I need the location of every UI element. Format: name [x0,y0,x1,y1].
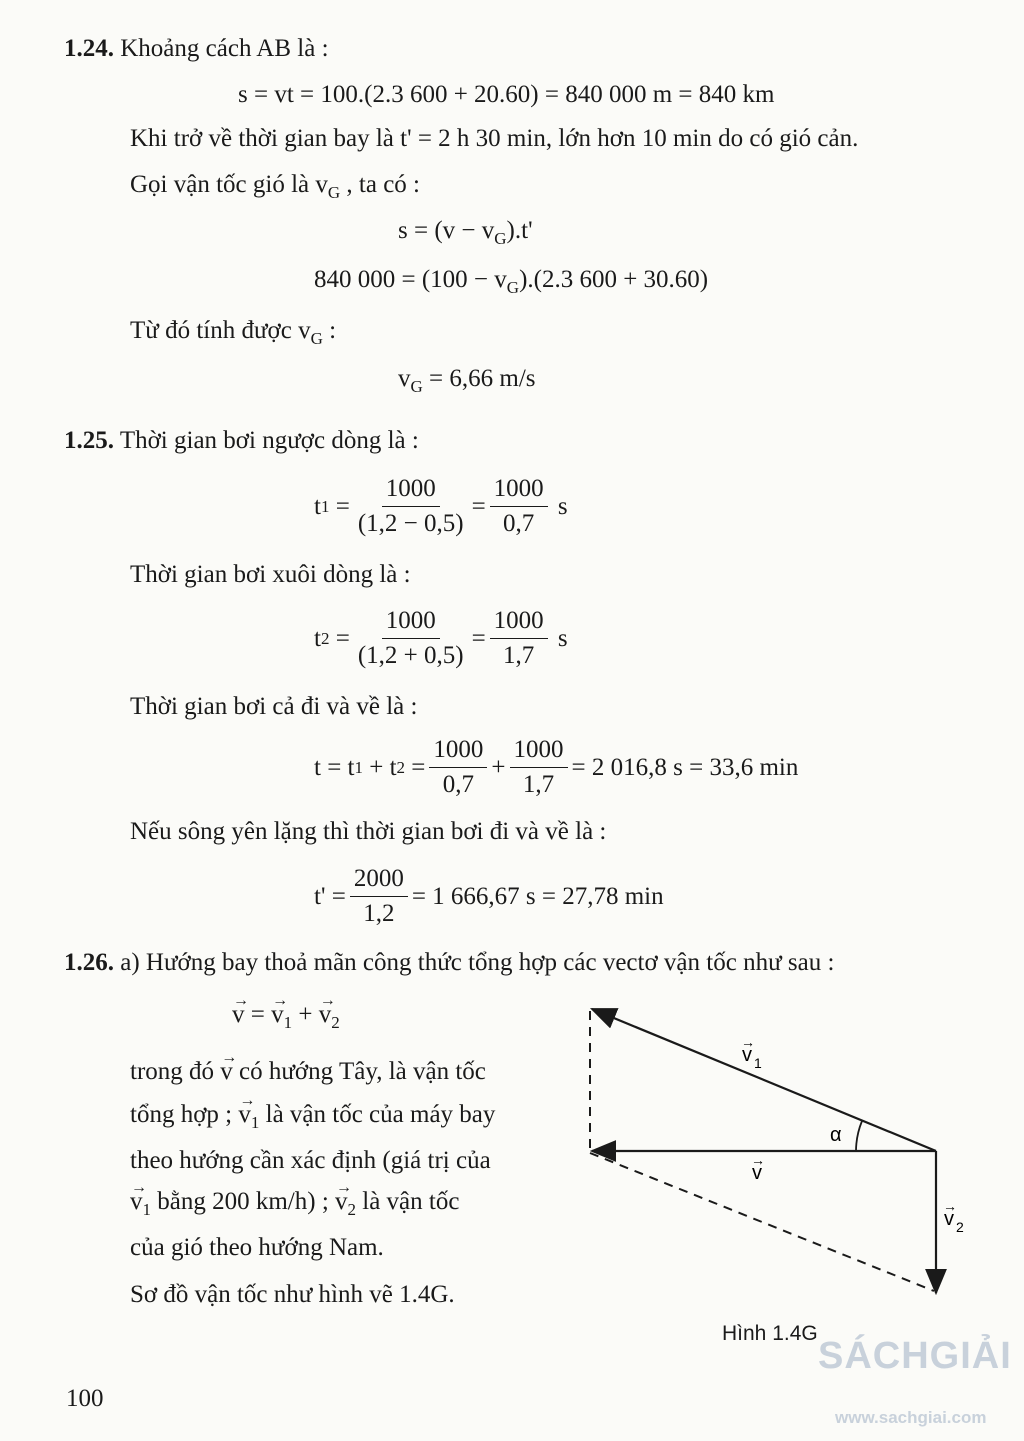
label-v2: v [944,1208,954,1230]
equation-s-vg: $s = (v - v_G).t'$ [398,217,533,248]
label-v-arrow: → [751,1152,765,1168]
angle-arc [856,1121,862,1151]
equation-t1: t 1 = $\frac{1000}{(1,2 - 0,5)}$ = $\frac{1000}{0,7}$ s [314,475,568,537]
vector-v1 [592,1009,936,1151]
problem-1-26-intro: 1.26. a) Hướng bay thoả mãn công thức tổng hợp các vectơ vận tốc như sau : [64,949,835,976]
paragraph-downstream: Thời gian bơi xuôi dòng là : [130,561,411,588]
paragraph-return-time: Khi trở về thời gian bay là t' = 2 h 30 min, lớn hơn 10 min do có gió cản. [130,125,859,152]
paragraph-line-2: tổng hợp ; → $v_1$ là vận tốc của máy bay [130,1100,495,1130]
paragraph-still-water: Nếu sông yên lặng thì thời gian bơi đi và về là : [130,818,607,845]
label-alpha: α [830,1124,842,1146]
fraction: $\frac{1000}{0,7}$ [429,735,487,800]
label-v2-sub: 2 [956,1219,964,1235]
fraction: $\frac{2000}{1,2}$ [350,864,408,929]
watermark-logo: SÁCHGIẢI [818,1335,1012,1377]
equation-t-total: t = t 1 + t 2 = $\frac{1000}{0,7}$ + $\frac{1000}{1,7}$ = 2 016,8 s = 33,6 min [314,736,799,798]
equation-vg-result: $v_G = 6,66$ m/s [398,365,536,396]
label-v1-arrow: → [741,1034,755,1050]
fraction: $\frac{1000}{(1,2 + 0,5)}$ [357,607,464,669]
equation-vector-sum: → v = → $v_1$ + → $v_2$ [232,1000,340,1030]
paragraph-compute-vg: Từ đó tính được $v_G$ : [130,317,337,348]
equation-840000: 840 $000 = (100 - v_G).(2.3$ 600 + 30.60) [314,266,709,297]
label-v1-sub: 1 [754,1055,762,1071]
equation-t2: t 2 = $\frac{1000}{(1,2 + 0,5)}$ = $\frac{1000}{1,7}$ s [314,607,568,669]
fraction: $\frac{1000}{1,7}$ [510,735,568,800]
label-v1: v [742,1044,752,1066]
paragraph-line-3: theo hướng cần xác định (giá trị của [130,1147,491,1174]
page-number: 100 [66,1385,104,1412]
dashed-line-diagonal [590,1153,934,1291]
fraction: $\frac{1000}{(1,2 - 0,5)}$ [357,475,464,537]
problem-1-25-intro: 1.25. Thời gian bơi ngược dòng là : [64,427,419,454]
velocity-diagram [570,995,970,1305]
figure-caption: Hình 1.4G [722,1322,818,1345]
paragraph-line-1: trong đó → v có hướng Tây, là vận tốc [130,1057,486,1087]
problem-1-24-intro: 1.24. Khoảng cách AB là : [64,35,329,62]
equation-t-prime: t' = $\frac{2000}{1,2}$ = 1 666,67 s = 27,78 min [314,865,664,927]
label-v2-arrow: → [943,1198,957,1214]
paragraph-line-4: → $v_1$ bằng 200 km/h) ; → $v_2$ là vận tốc [130,1187,459,1217]
paragraph-line-5: của gió theo hướng Nam. [130,1234,384,1261]
paragraph-round-trip: Thời gian bơi cả đi và về là : [130,693,418,720]
equation-distance: s = vt = 100.(2.3 600 + 20.60) = 840 000 m = 840 km [238,81,775,108]
paragraph-wind-speed: Gọi vận tốc gió là $v_G$ , ta có : [130,171,421,202]
paragraph-line-6: Sơ đồ vận tốc như hình vẽ 1.4G. [130,1281,455,1308]
label-v: v [752,1162,762,1184]
fraction: $\frac{1000}{1,7}$ [490,606,548,671]
fraction: $\frac{1000}{0,7}$ [490,474,548,539]
watermark-url: www.sachgiai.com [835,1408,987,1427]
